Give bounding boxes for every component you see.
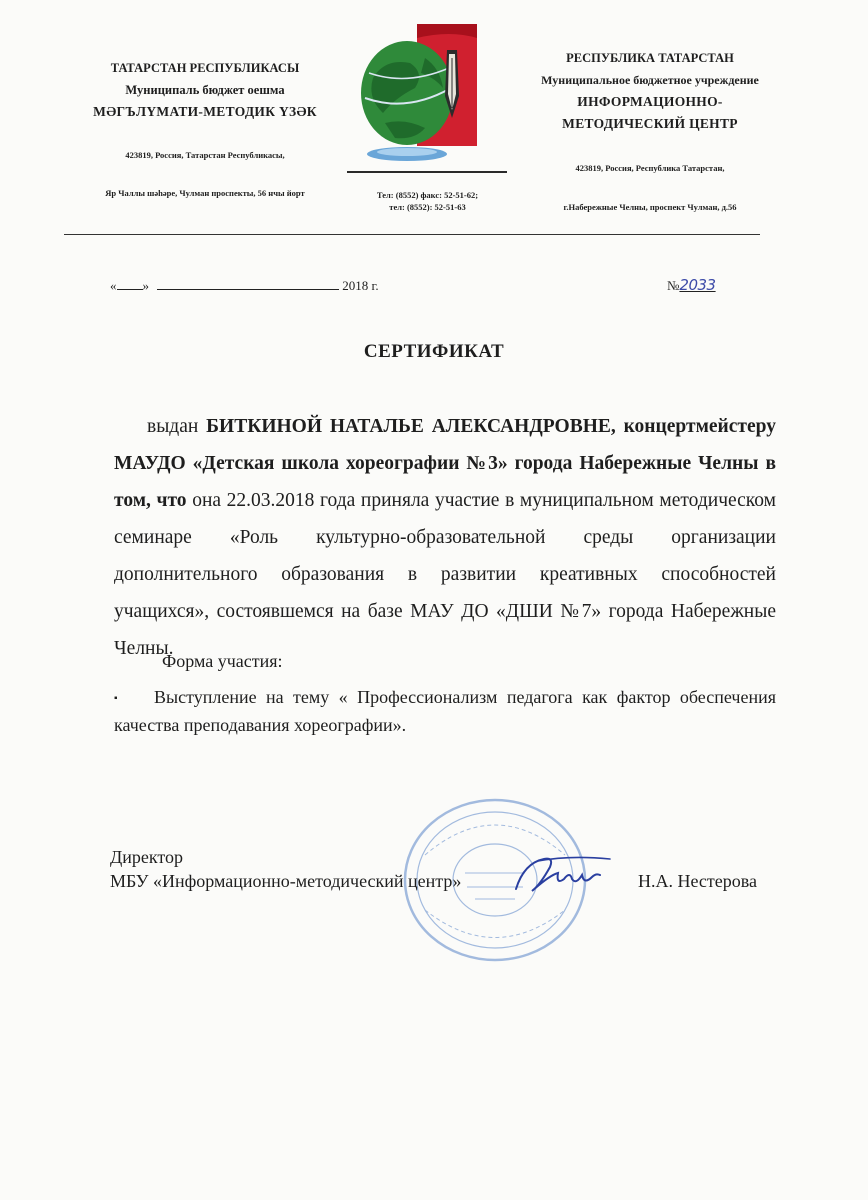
- signer-title: Директор: [110, 847, 184, 867]
- participation-item: [114, 684, 776, 739]
- header-phone-2: тел: (8552): 52-51-63: [389, 202, 466, 212]
- header-phone-1: Тел: (8552) факс: 52-51-62;: [376, 190, 479, 200]
- date-close-quote: »: [142, 278, 149, 293]
- header-phones: [340, 189, 515, 213]
- date-month-blank: [157, 289, 339, 290]
- header-left-block: [60, 57, 350, 199]
- header-right-address-2: г.Набережные Челны, проспект Чулман, д.56: [563, 202, 737, 212]
- header-left-institution-type: Муниципаль бюджет оешма: [125, 83, 285, 97]
- date-day-blank: [117, 289, 143, 290]
- date-line: [110, 278, 379, 294]
- header-left-address-1: 423819, Россия, Татарстан Республикасы,: [125, 150, 285, 160]
- header-right-block: [505, 47, 795, 213]
- header-right-institution-type: Муниципальное бюджетное учреждение: [541, 73, 759, 87]
- number-value: 2033: [679, 276, 716, 294]
- participation-label: Форма участия:: [162, 651, 283, 671]
- signer-name: Н.А. Нестерова: [638, 871, 758, 891]
- header-right-address-1: 423819, Россия, Республика Татарстан,: [575, 163, 725, 173]
- date-year: 2018 г.: [342, 278, 379, 293]
- certificate-title: СЕРТИФИКАТ: [363, 341, 505, 362]
- logo-divider: [347, 171, 507, 173]
- header-right-republic: РЕСПУБЛИКА ТАТАРСТАН: [566, 51, 734, 65]
- document-number: [667, 276, 716, 294]
- signer-organization: МБУ «Информационно-методический центр»: [110, 871, 462, 891]
- header-right-name-1: ИНФОРМАЦИОННО-: [577, 94, 723, 109]
- globe-pen-emblem-icon: [355, 18, 495, 168]
- number-label: №: [667, 278, 680, 293]
- header-rule: [64, 234, 760, 235]
- header-left-address-2: Яр Чаллы шәһәре, Чулман проспекты, 56 нчы йорт: [105, 188, 305, 198]
- body-text: она 22.03.2018 года приняла участие в муниципальном методическом семинаре «Роль культурно-образовательной среды организации дополнительного образования в развитии креативных способностей учащихся», состоявшемся на базе МАУ ДО «ДШИ №7» города Набережные Челны.: [114, 490, 776, 659]
- bullet-icon: ▪: [114, 693, 118, 704]
- handwritten-signature-icon: [510, 845, 620, 905]
- header-left-republic: ТАТАРСТАН РЕСПУБЛИКАСЫ: [110, 61, 300, 75]
- header-right-name-2: МЕТОДИЧЕСКИЙ ЦЕНТР: [562, 116, 738, 131]
- body-issued-to: выдан: [147, 416, 199, 437]
- body-recipient: БИТКИНОЙ НАТАЛЬЕ АЛЕКСАНДРОВНЕ, концертмейстеру МАУДО «Детская школа хореографии №3» города Набережные Челны в том, что: [114, 416, 777, 511]
- participation-item-text: Выступление на тему « Профессионализм педагога как фактор обеспечения качества преподавания хореографии».: [114, 687, 776, 735]
- header-left-center-name: МӘГЪЛҮМАТИ-МЕТОДИК ҮЗӘК: [93, 104, 317, 119]
- certificate-body: [114, 408, 776, 667]
- date-open-quote: «: [110, 278, 117, 293]
